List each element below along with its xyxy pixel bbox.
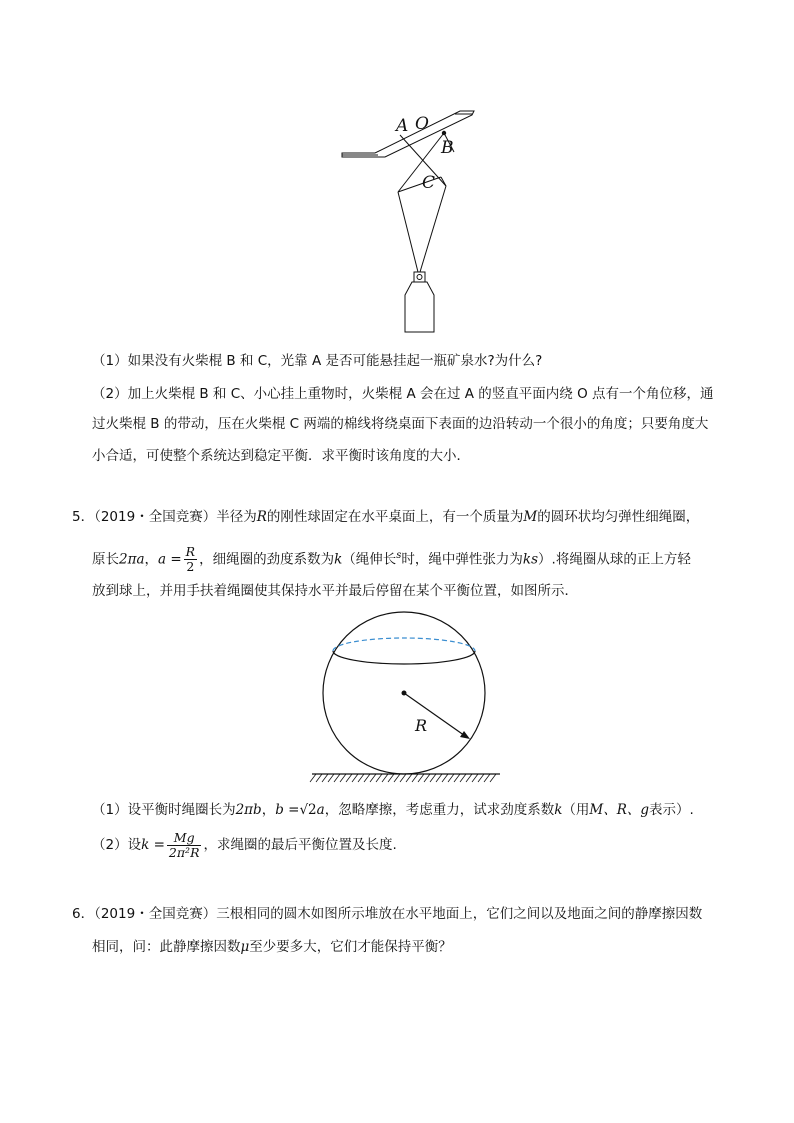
radius-arrowhead: [460, 731, 470, 739]
pivot-point-o: [442, 131, 446, 135]
problem4-question2-line3: 小合适，可使整个系统达到稳定平衡．求平衡时该角度的大小．: [92, 448, 470, 464]
label-o: O: [415, 114, 429, 134]
problem5-line1: 5．（2019・全国竞赛）半径为R的刚性球固定在水平桌面上，有一个质量为M的圆环状均匀弹性细绳圈，: [72, 509, 700, 525]
sphere-figure: [308, 607, 508, 787]
problem5-line2: 原长2πa，a = $\frac{R}{2}$ ，细绳圈的劲度系数为k（绳伸长$^s$时，绳中弹性张力为ks）.将绳圈从球的正上方轻: [92, 544, 691, 574]
hatch-mark: [442, 774, 448, 782]
hatch-mark: [430, 774, 436, 782]
hatch-mark: [412, 774, 418, 782]
hatch-mark: [382, 774, 388, 782]
bottle: [405, 272, 434, 332]
hatch-mark: [376, 774, 382, 782]
problem4-question1: （1）如果没有火柴棍 B 和 C，光靠 A 是否可能悬挂起一瓶矿泉水?为什么?: [92, 353, 543, 369]
hatch-mark: [460, 774, 466, 782]
hatch-mark: [340, 774, 346, 782]
problem6-line1: 6．（2019・全国竞赛）三根相同的圆木如图所示堆放在水平地面上，它们之间以及地面之间的静摩擦因数: [72, 906, 703, 922]
label-c: C: [422, 173, 436, 193]
hatch-mark: [448, 774, 454, 782]
radius-line: [404, 693, 468, 738]
hatch-mark: [394, 774, 400, 782]
hatch-mark: [406, 774, 412, 782]
ground-hatch: [310, 774, 496, 782]
label-a: A: [396, 116, 409, 136]
label-b: B: [441, 138, 454, 158]
hatch-mark: [310, 774, 316, 782]
problem4-question2-line2: 过火柴棍 B 的带动，压在火柴棍 C 两端的棉线将绕桌面下表面的边沿转动一个很小的角度；只要角度大: [92, 416, 709, 432]
hatch-mark: [400, 774, 406, 782]
hatch-mark: [370, 774, 376, 782]
hatch-mark: [334, 774, 340, 782]
hatch-mark: [490, 774, 496, 782]
problem5-question1: （1）设平衡时绳圈长为2πb，b =√2a，忽略摩擦，考虑重力，试求劲度系数k（用M、R、g表示）.: [92, 802, 694, 818]
matchstick-figure: [330, 100, 490, 340]
hatch-mark: [436, 774, 442, 782]
hatch-mark: [472, 774, 478, 782]
hatch-mark: [322, 774, 328, 782]
label-r: R: [415, 716, 428, 735]
hatch-mark: [316, 774, 322, 782]
problem5-line3: 放到球上，并用手扶着绳圈使其保持水平并最后停留在某个平衡位置，如图所示．: [92, 583, 578, 599]
hatch-mark: [478, 774, 484, 782]
hatch-mark: [424, 774, 430, 782]
hatch-mark: [484, 774, 490, 782]
threads: [398, 186, 446, 272]
hatch-mark: [418, 774, 424, 782]
hatch-mark: [466, 774, 472, 782]
ring-back-arc: [333, 638, 475, 651]
ring-front-arc: [333, 651, 475, 664]
problem4-question2-line1: （2）加上火柴棍 B 和 C、小心挂上重物时，火柴棍 A 会在过 A 的竖直平面内绕 O 点有一个角位移，通: [92, 386, 714, 402]
hatch-mark: [454, 774, 460, 782]
hatch-mark: [352, 774, 358, 782]
hatch-mark: [328, 774, 334, 782]
problem5-question2: （2）设k = $\frac{Mg}{\text{2π²R}}$ ，求绳圈的最后平衡位置及长度.: [92, 829, 397, 860]
problem6-line2: 相同，问：此静摩擦因数μ至少要多大，它们才能保持平衡？: [92, 939, 452, 955]
fraction-mg-over-2pi2r: $\frac{Mg}{\text{2π²R}}$: [168, 829, 200, 860]
hatch-mark: [346, 774, 352, 782]
hatch-mark: [388, 774, 394, 782]
hatch-mark: [358, 774, 364, 782]
fraction-r-over-2: $\frac{R}{2}$: [185, 544, 196, 574]
hatch-mark: [364, 774, 370, 782]
